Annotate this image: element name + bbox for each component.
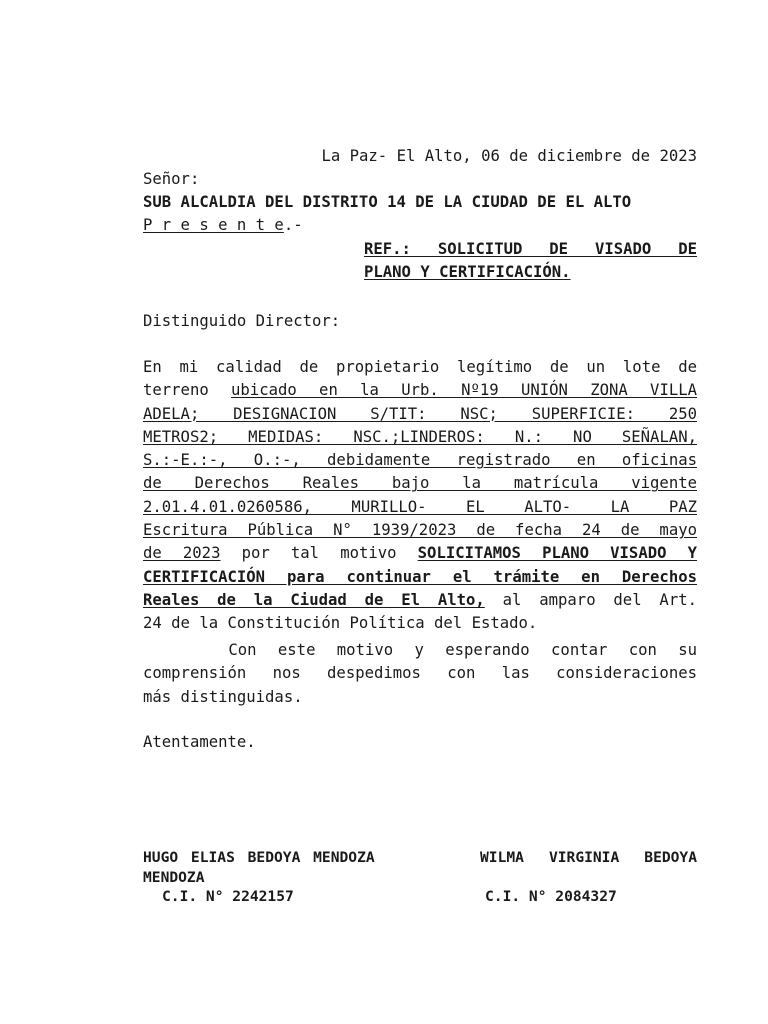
body-bold-text: SOLICITAMOS PLANO VISADO Y <box>417 544 697 563</box>
presente-line <box>143 214 697 237</box>
body-text: al amparo del Art. <box>484 590 697 609</box>
body-line: En mi calidad de propietario legítimo de un lote de <box>143 358 697 376</box>
body-line: de Derechos Reales bajo la matrícula vigente <box>143 474 697 493</box>
closing-line: más distinguidas. <box>143 687 303 706</box>
body-line <box>143 379 697 402</box>
signer-1-name: HUGO ELIAS BEDOYA MENDOZA <box>143 849 375 866</box>
date-line: La Paz- El Alto, 06 de diciembre de 2023 <box>321 147 697 165</box>
body-line: METROS2; MEDIDAS: NSC.;LINDEROS: N.: NO SEÑALAN, <box>143 427 697 446</box>
body-line <box>143 542 697 565</box>
body-line: CERTIFICACIÓN para continuar el trámite en Derechos <box>143 567 697 586</box>
body-underlined-text: ubicado en la Urb. Nº19 UNIÓN ZONA VILLA <box>231 381 697 400</box>
regards: Atentamente. <box>143 733 256 751</box>
body-line: Escritura Pública N° 1939/2023 de fecha 24 de mayo <box>143 521 697 540</box>
greeting: Señor: <box>143 170 200 188</box>
body-line: ADELA; DESIGNACION S/TIT: NSC; SUPERFICIE: 250 <box>143 404 697 423</box>
body-underlined-text: de 2023 <box>143 544 221 563</box>
presente-text: P r e s e n t e <box>143 216 284 234</box>
body-text: terreno <box>143 381 232 400</box>
body-line: 2.01.4.01.0260586, MURILLO- EL ALTO- LA PAZ <box>143 497 697 516</box>
body-line <box>143 589 697 612</box>
signer-2-ci: C.I. N° 2084327 <box>485 888 617 905</box>
reference-block <box>364 238 697 285</box>
body-line: S.:-E.:-, O.:-, debidamente registrado en oficinas <box>143 451 697 470</box>
body-bold-text: Reales de la Ciudad de El Alto, <box>143 590 485 609</box>
closing-line: Con este motivo y esperando contar con su <box>143 641 697 659</box>
salutation: Distinguido Director: <box>143 312 341 330</box>
body-paragraph <box>143 356 697 636</box>
addressee: SUB ALCALDIA DEL DISTRITO 14 DE LA CIUDAD DE EL ALTO <box>143 193 632 211</box>
closing-line: comprensión nos despedimos con las consideraciones <box>143 664 697 683</box>
presente-suffix: .- <box>283 216 303 234</box>
signer-1-name-continued: MENDOZA <box>143 869 205 886</box>
signer-2-name: WILMA VIRGINIA BEDOYA <box>480 849 697 866</box>
closing-paragraph <box>143 639 697 709</box>
body-text: por tal motivo <box>220 544 418 563</box>
signer-1-ci: C.I. N° 2242157 <box>162 888 294 905</box>
body-line: 24 de la Constitución Política del Estado. <box>143 614 538 633</box>
reference-line-1: REF.: SOLICITUD DE VISADO DE <box>364 240 697 258</box>
reference-line-2: PLANO Y CERTIFICACIÓN. <box>364 263 571 282</box>
